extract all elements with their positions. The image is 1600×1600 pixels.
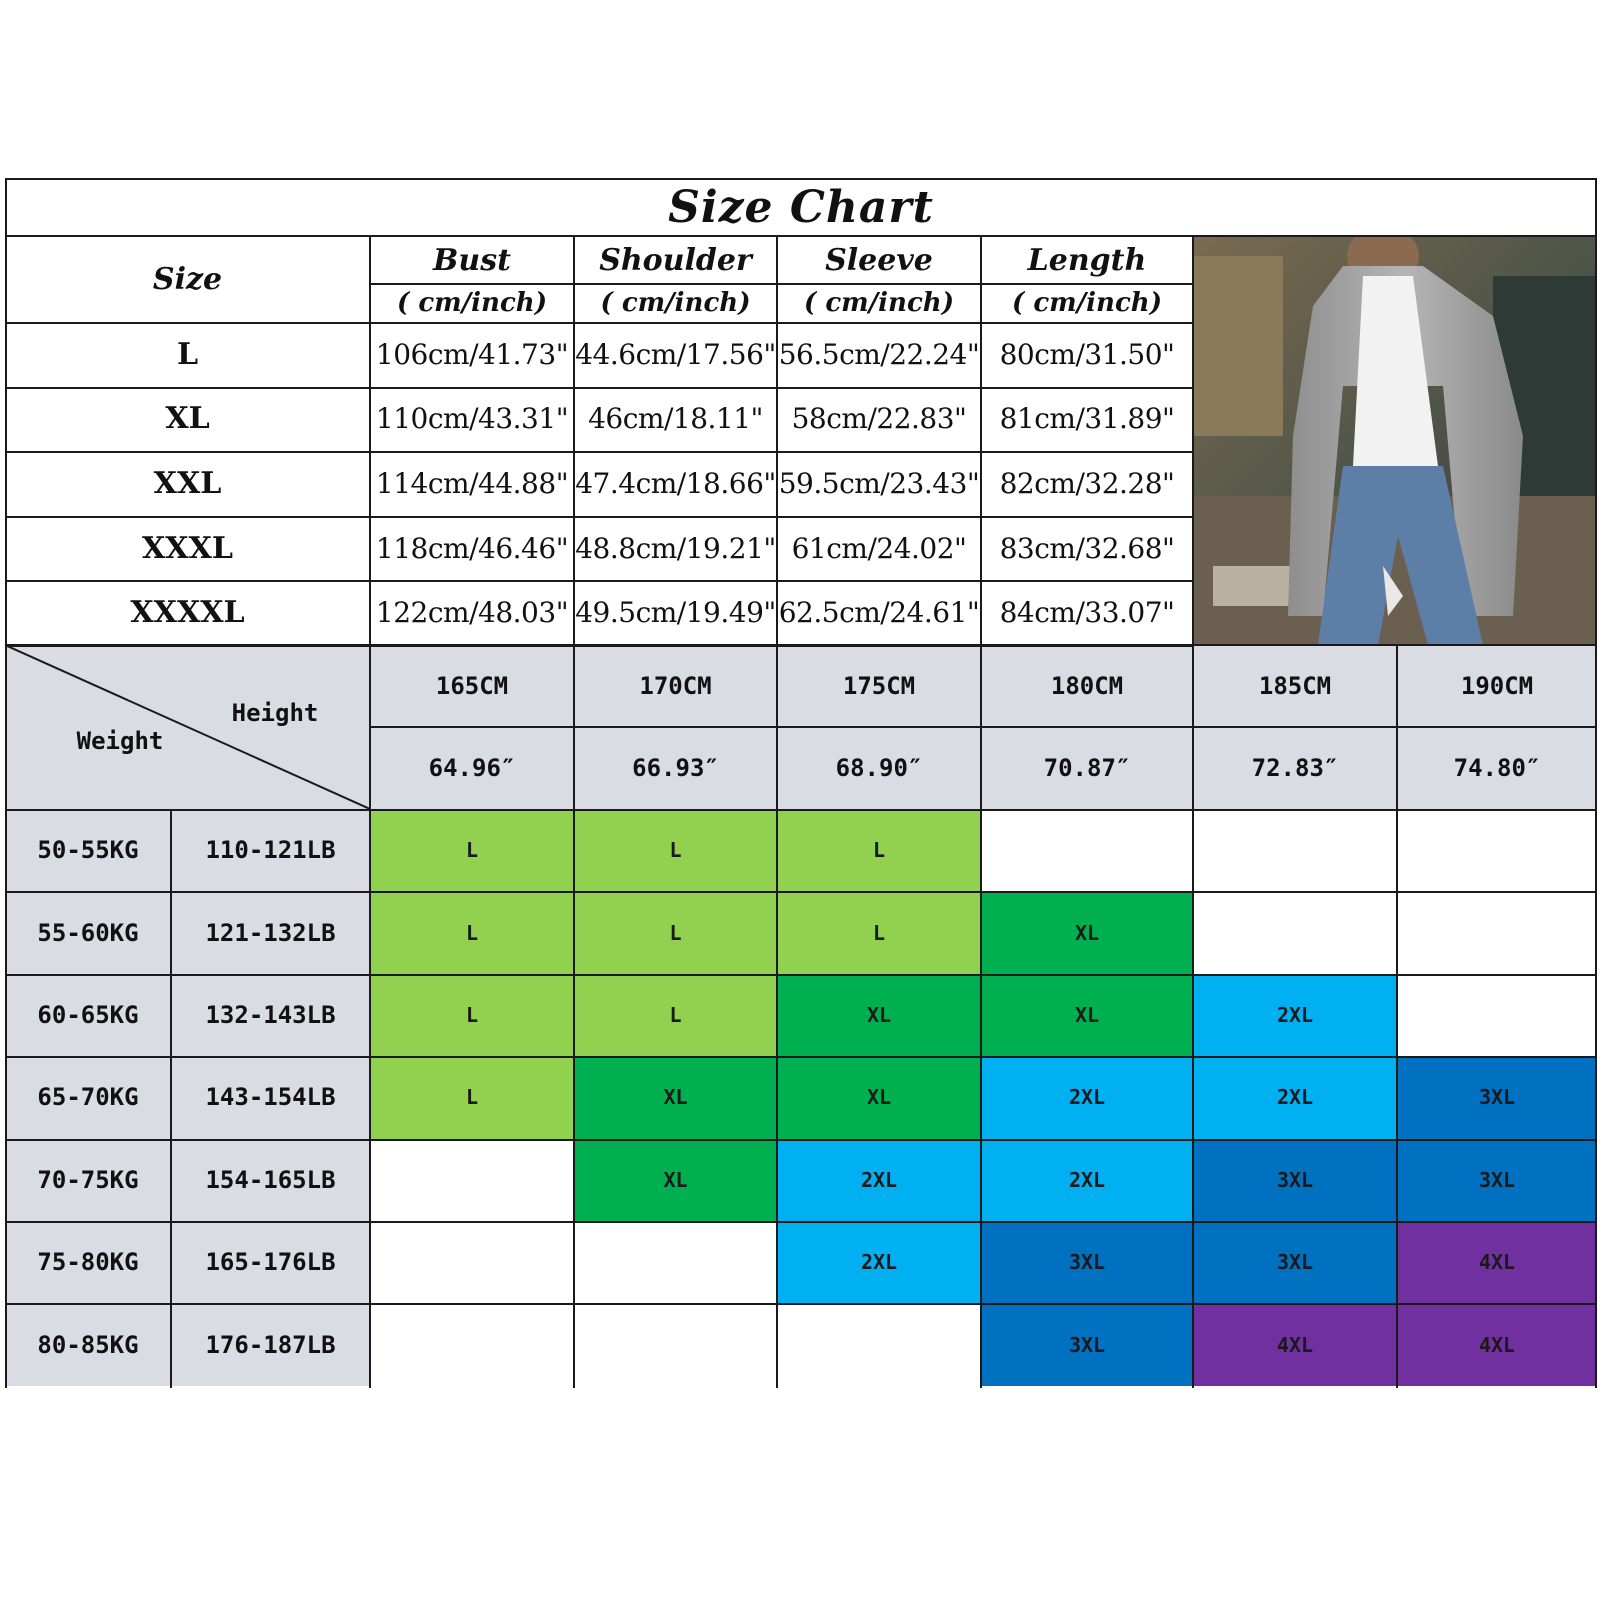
size-recommendation-cell: L [574,891,777,973]
size-label: XXXL [142,530,233,566]
divider [5,974,1597,976]
measurement-cell: 48.8cm/19.21" [575,531,776,565]
size-recommendation-cell: L [370,974,574,1056]
shoulder-header: Shoulder [599,242,752,278]
measurement-cell: 46cm/18.11" [588,402,763,436]
page-title: Size Chart [668,181,934,233]
divider [5,1139,1597,1141]
divider [5,387,1193,389]
measurement-cell: 62.5cm/24.61" [778,596,980,630]
size-recommendation-cell [1397,891,1597,973]
weight-lb-cell: 165-176LB [171,1221,370,1303]
size-recommendation-cell: L [777,891,981,973]
length-unit: ( cm/inch) [1011,288,1162,318]
size-column-header: Size [152,261,223,297]
height-weight-corner [5,645,370,809]
divider [170,809,172,1388]
size-recommendation-cell: 3XL [1397,1056,1597,1138]
divider [5,178,7,1388]
height-cm-cell: 180CM [981,645,1193,727]
height-in-cell: 74.80″ [1397,727,1597,809]
height-label: Height [231,699,319,727]
divider [5,178,1597,180]
weight-kg-cell: 55-60KG [5,891,171,973]
size-recommendation-cell: XL [574,1056,777,1138]
measurement-cell: 59.5cm/23.43" [778,466,980,500]
size-recommendation-cell: 3XL [1193,1221,1397,1303]
size-recommendation-cell [777,1303,981,1385]
shoulder-unit: ( cm/inch) [600,288,751,318]
size-recommendation-cell: 2XL [777,1139,981,1221]
weight-lb-cell: 143-154LB [171,1056,370,1138]
measurement-cell: 61cm/24.02" [791,531,967,565]
height-in-cell: 68.90″ [777,727,981,809]
size-recommendation-cell: L [574,809,777,891]
measurement-cell: 58cm/22.83" [791,402,967,436]
size-recommendation-cell [574,1303,777,1385]
size-recommendation-cell [1397,974,1597,1056]
size-recommendation-cell: 4XL [1397,1303,1597,1385]
size-recommendation-cell: L [777,809,981,891]
weight-kg-cell: 65-70KG [5,1056,171,1138]
divider [5,1221,1597,1223]
bust-header: Bust [433,242,511,278]
size-recommendation-cell: XL [777,974,981,1056]
divider [573,235,575,1388]
measurement-cell: 83cm/32.68" [999,531,1175,565]
size-recommendation-cell: 4XL [1397,1221,1597,1303]
weight-kg-cell: 70-75KG [5,1139,171,1221]
size-recommendation-cell [1397,809,1597,891]
size-recommendation-cell: 2XL [777,1221,981,1303]
divider [776,235,778,1388]
size-recommendation-cell: 3XL [1193,1139,1397,1221]
measurement-cell: 56.5cm/22.24" [778,337,980,371]
size-recommendation-cell [370,1221,574,1303]
weight-lb-cell: 121-132LB [171,891,370,973]
divider [5,1056,1597,1058]
measurement-cell: 106cm/41.73" [375,337,569,371]
size-recommendation-cell: 4XL [1193,1303,1397,1385]
size-label: XL [165,401,210,437]
height-in-cell: 66.93″ [574,727,777,809]
size-recommendation-cell: 3XL [1397,1139,1597,1221]
weight-lb-cell: 154-165LB [171,1139,370,1221]
size-recommendation-cell [1193,891,1397,973]
size-label: L [176,336,199,372]
height-in-cell: 64.96″ [370,727,574,809]
divider [370,726,1597,728]
weight-lb-cell: 110-121LB [171,809,370,891]
model-photo [1193,236,1597,645]
weight-kg-cell: 60-65KG [5,974,171,1056]
weight-label: Weight [76,727,164,755]
measurement-cell: 49.5cm/19.49" [575,596,776,630]
divider [5,1303,1597,1305]
size-recommendation-cell: L [574,974,777,1056]
model-photo-icon [1193,236,1597,645]
sleeve-unit: ( cm/inch) [803,288,954,318]
measurement-cell: 47.4cm/18.66" [575,466,776,500]
measurement-cell: 122cm/48.03" [375,596,569,630]
weight-lb-cell: 176-187LB [171,1303,370,1385]
height-in-cell: 70.87″ [981,727,1193,809]
size-label: XXL [153,465,222,501]
measurement-cell: 81cm/31.89" [999,402,1175,436]
weight-lb-cell: 132-143LB [171,974,370,1056]
measurement-cell: 82cm/32.28" [999,466,1175,500]
divider [5,451,1193,453]
weight-kg-cell: 75-80KG [5,1221,171,1303]
divider [1396,644,1398,1388]
size-recommendation-cell [370,1139,574,1221]
sleeve-header: Sleeve [825,242,933,278]
size-recommendation-cell: 2XL [981,1139,1193,1221]
size-recommendation-cell: 2XL [981,1056,1193,1138]
divider [369,235,371,1388]
measurement-cell: 110cm/43.31" [375,402,569,436]
divider [5,644,1597,646]
measurement-cell: 44.6cm/17.56" [575,337,776,371]
divider [5,580,1193,582]
size-recommendation-cell: L [370,809,574,891]
size-chart [5,178,1597,1388]
length-header: Length [1027,242,1147,278]
divider [5,235,1597,237]
height-cm-cell: 185CM [1193,645,1397,727]
height-cm-cell: 175CM [777,645,981,727]
size-recommendation-cell: XL [981,891,1193,973]
divider [370,283,1193,285]
height-in-cell: 72.83″ [1193,727,1397,809]
size-recommendation-cell: L [370,1056,574,1138]
size-recommendation-cell [370,1303,574,1385]
measurement-cell: 80cm/31.50" [999,337,1175,371]
bust-unit: ( cm/inch) [396,288,547,318]
size-recommendation-cell [981,809,1193,891]
measurement-cell: 118cm/46.46" [375,531,569,565]
size-recommendation-cell: 3XL [981,1221,1193,1303]
divider [5,809,1597,811]
size-recommendation-cell: 2XL [1193,974,1397,1056]
weight-kg-cell: 80-85KG [5,1303,171,1385]
size-recommendation-cell [574,1221,777,1303]
height-cm-cell: 165CM [370,645,574,727]
measurement-cell: 114cm/44.88" [375,466,569,500]
size-recommendation-cell: XL [981,974,1193,1056]
divider [5,891,1597,893]
size-recommendation-cell: XL [777,1056,981,1138]
size-label: XXXXL [130,595,245,631]
size-recommendation-cell: L [370,891,574,973]
measurement-cell: 84cm/33.07" [999,596,1175,630]
divider [5,516,1193,518]
size-recommendation-cell: 3XL [981,1303,1193,1385]
size-recommendation-cell [1193,809,1397,891]
divider [1595,178,1597,1388]
size-recommendation-cell: 2XL [1193,1056,1397,1138]
height-cm-cell: 170CM [574,645,777,727]
divider [1192,235,1194,1388]
size-recommendation-cell: XL [574,1139,777,1221]
divider [5,322,1193,324]
height-cm-cell: 190CM [1397,645,1597,727]
divider [980,235,982,1388]
weight-kg-cell: 50-55KG [5,809,171,891]
